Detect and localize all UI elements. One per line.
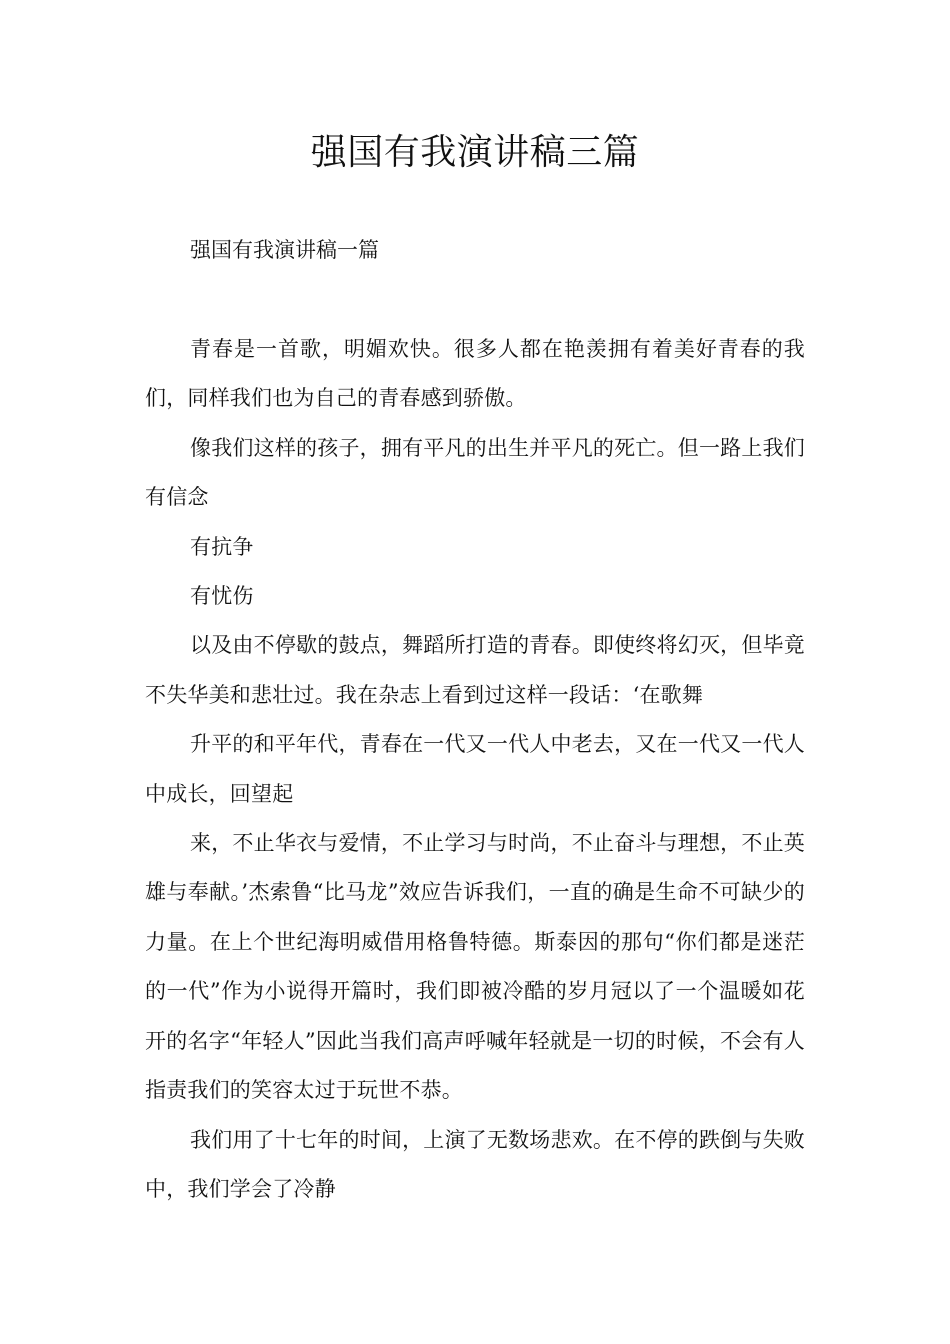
document-body	[145, 325, 805, 1214]
paragraph: 有忧伤	[190, 584, 254, 609]
paragraph: 来，不止华衣与爱情，不止学习与时尚，不止奋斗与理想，不止英雄与奉献。’杰索鲁“比马龙”效应告诉我们，一直的确是生命不可缺少的力量。在上个世纪海明威借用格鲁特德。斯泰因的那句“你们都是迷茫的一代”作为小说得开篇时，我们即被冷酷的岁月冠以了一个温暖如花开的名字“年轻人”因此当我们高声呼喊年轻就是一切的时候，不会有人指责我们的笑容太过于玩世不恭。	[145, 831, 805, 1103]
paragraph: 以及由不停歇的鼓点，舞蹈所打造的青春。即使终将幻灭，但毕竟不失华美和悲壮过。我在杂志上看到过这样一段话：‘在歌舞	[145, 633, 805, 707]
paragraph: 有抗争	[190, 534, 254, 559]
paragraph: 像我们这样的孩子，拥有平凡的出生并平凡的死亡。但一路上我们有信念	[145, 435, 805, 510]
paragraph: 青春是一首歌，明媚欢快。很多人都在艳羡拥有着美好青春的我们，同样我们也为自己的青春感到骄傲。	[145, 337, 805, 411]
document-title: 强国有我演讲稿三篇	[310, 132, 640, 173]
paragraph: 升平的和平年代，青春在一代又一代人中老去，又在一代又一代人中成长，回望起	[145, 732, 805, 806]
section-title: 强国有我演讲稿一篇	[190, 238, 379, 262]
paragraph: 我们用了十七年的时间，上演了无数场悲欢。在不停的跌倒与失败中，我们学会了冷静	[145, 1127, 805, 1201]
